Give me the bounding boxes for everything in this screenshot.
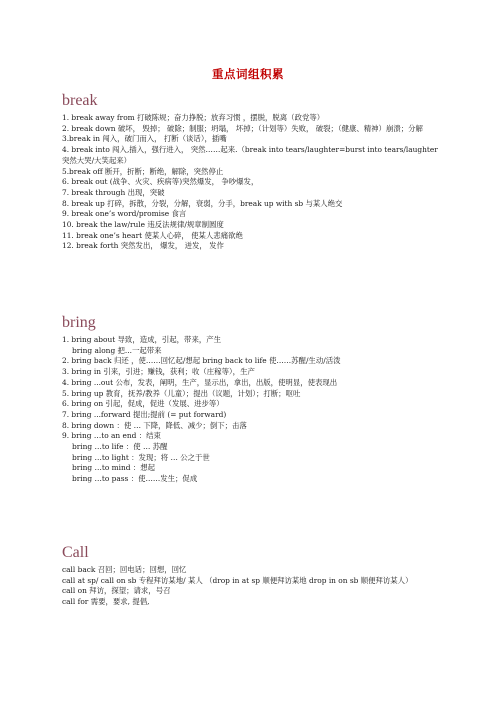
entry: 2. bring back 归还 ，使……回忆起/想起 bring back to life 使……苏醒/生动/活泼 [62, 356, 341, 366]
entry: bring along 把...一起带来 [72, 345, 162, 355]
entry: bring …to life ：使 … 苏醒 [72, 442, 168, 452]
entry: 9. break one’s word/promise 食言 [62, 209, 187, 219]
page-title: 重点词组积累 [212, 67, 284, 81]
entry: 9. bring …to an end ：结束 [62, 431, 161, 441]
section-heading: bring [62, 314, 96, 331]
section-call [62, 544, 440, 608]
entry: 1. bring about 导致，造成，引起，带来，产生 [62, 335, 222, 344]
section-heading: break [62, 92, 98, 109]
entry: 10. break the law/rule 违反法规律/规章制圆度 [62, 220, 224, 230]
entry: 1. break away from 打破陈规；奋力挣脱；放弃习惯 ，摆脱，脱离（政党等） [62, 113, 325, 122]
entry: 7. break through 出现，突破 [62, 187, 165, 197]
section-bring [62, 314, 440, 485]
entry: 11. break one’s heart 使某人心碎， 使某人悲痛欲绝 [62, 230, 243, 240]
entry: 6. break out (战争、火灾、疾病等)突然爆发， 争吵爆发， [62, 177, 259, 187]
entry: 8. break up 打碎，拆散，分裂，分解，衰弱，分手，break up with sb 与某人绝交 [62, 198, 343, 208]
entry: 3.break in 闯入，破门而入， 打断（谈话），插嘴 [62, 134, 227, 144]
entry: 7. bring ...forward 提出;提前 (= put forward) [62, 409, 227, 419]
entry: call on 拜访，探望；请求，号召 [62, 586, 171, 596]
entry: bring …to pass ：使……发生；促成 [72, 474, 198, 484]
section-heading: Call [62, 544, 89, 561]
entry: 8. bring down ：使 … 下降，降低、减少；倒下；击落 [62, 420, 247, 430]
entry: call for 需要，要求, 提倡, [62, 597, 150, 607]
entry: 5. bring up 教育，抚养/教养（儿童）；提出（议题，计划）；打断；呕吐 [62, 388, 301, 398]
entry: bring …to mind ：想起 [72, 463, 156, 473]
entry: call back 召回；回电话；回想，回忆 [62, 565, 187, 574]
entry: bring …to light ：发现；将 … 公之于世 [72, 452, 210, 462]
entry: 2. break down 破坏， 毁掉； 破除；制服；坍塌， 坏掉；（计划等）失败， 破裂；（健康、精神）崩溃；分解 [62, 123, 423, 133]
section-break [62, 92, 440, 252]
entry: 4. bring ...out 公布，发表，阐明，生产，显示出，拿出，出版，使明显，使表现出 [62, 377, 338, 387]
entry: 6. bring on 引起，促成，促进（发展、进步等） [62, 399, 224, 409]
entry: 5.break off 断开，折断；断绝，解除，突然停止 [62, 166, 224, 176]
entry: call at sp/ call on sb 专程拜访某地/ 某人 （drop in at sp 顺便拜访某地 drop in on sb 顺便拜访某人） [62, 575, 413, 585]
entry: 4. break into 闯入,插入，强行进入， 突然……起来.（break into tears/laughter=burst into tears/laughter 突然大哭/大笑起来） [62, 145, 438, 165]
entry: 12. break forth 突然发出， 爆发， 迸发， 发作 [62, 241, 224, 251]
entry: 3. bring in 引来，引进；赚钱，获利；收（庄稼等），生产 [62, 367, 255, 377]
